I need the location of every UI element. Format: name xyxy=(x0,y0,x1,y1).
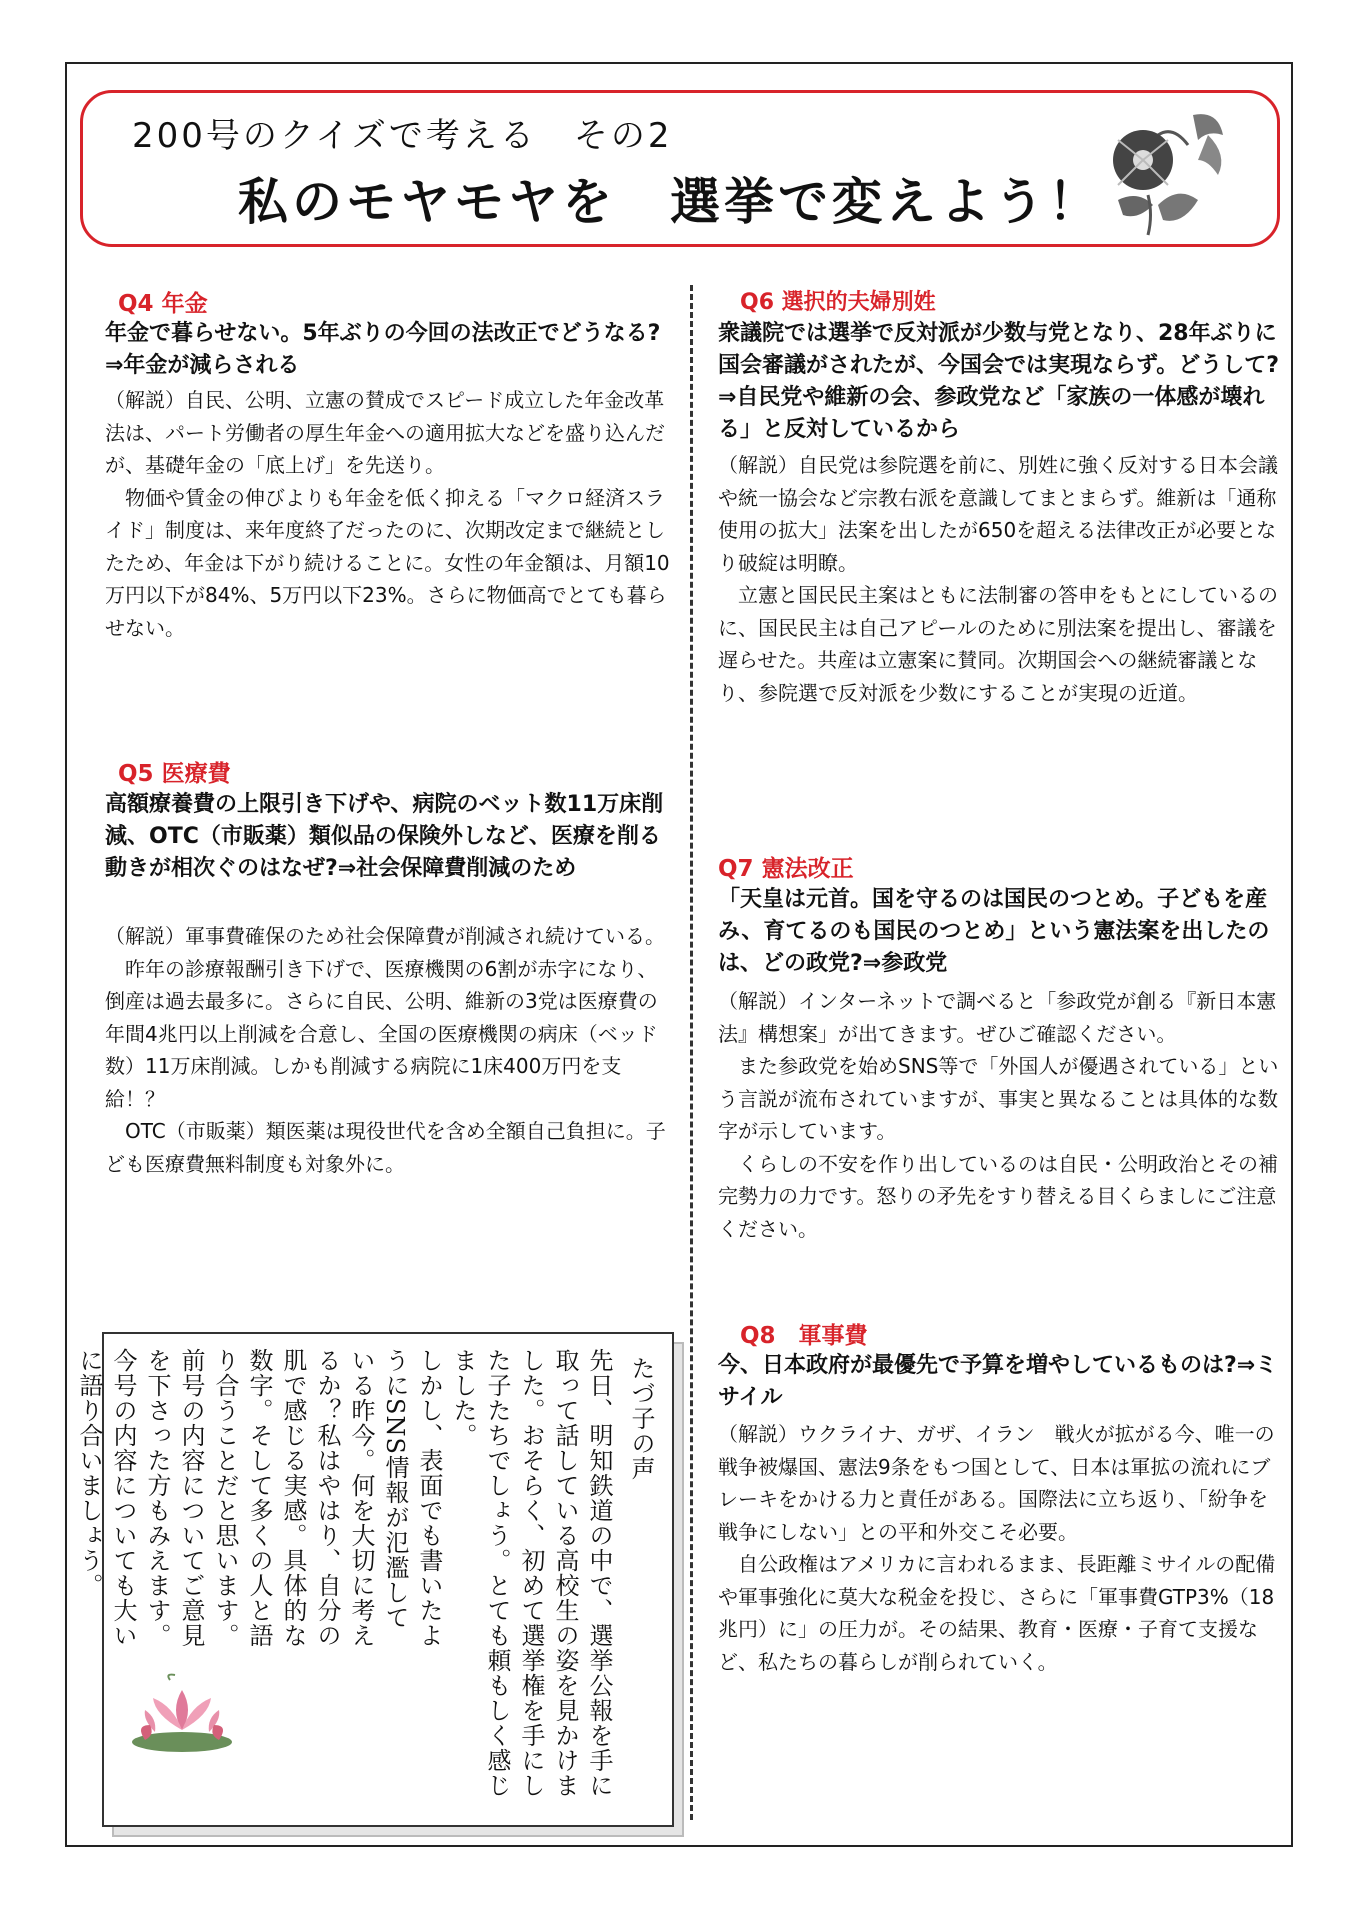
voice-body: しかし、表面でも書いたようにSNS情報が氾濫している昨今。何を大切に考えるか？私はやはり、自分の肌で感じる実感。具体的な数字。そして多くの人と語り合うことだと思います。前号の内容についてご意見を下さった方もみえます。今号の内容についても大いに語り合いましょう。 xyxy=(75,1348,443,1648)
q8-paragraph: 自公政権はアメリカに言われるまま、長距離ミサイルの配備や軍事強化に莫大な税金を投じ、さらに「軍事費GTP3%（18兆円）に」の圧力が。その結果、教育・医療・子育て支援など、私たちの暮らしが削られていく。 xyxy=(718,1552,1276,1674)
q7-heading: Q7 憲法改正 xyxy=(718,856,854,882)
q4-question: 年金で暮らせない。5年ぶりの今回の法改正でどうなる?⇒年金が減らされる xyxy=(105,321,661,378)
q7-body xyxy=(718,985,1280,1245)
lotus-icon xyxy=(125,1670,240,1755)
q7-paragraph: くらしの不安を作り出しているのは自民・公明政治とその補完勢力の力です。怒りの矛先をすり替える目くらましにご注意ください。 xyxy=(718,1151,1278,1241)
q7-paragraph: （解説）インターネットで調べると「参政党が創る『新日本憲法』構想案」が出てきます。ぜひご確認ください。 xyxy=(718,989,1277,1046)
q5-heading: Q5 医療費 xyxy=(118,761,231,787)
q8-paragraph: （解説）ウクライナ、ガザ、イラン 戦火が拡がる今、唯一の戦争被爆国、憲法9条をもつ国として、日本は軍拡の流れにブレーキをかける力と責任がある。国際法に立ち返り、「紛争を戦争にしない」との平和外交こそ必要。 xyxy=(718,1422,1275,1544)
q5-paragraph: OTC（市販薬）類医薬は現役世代を含め全額自己負担に。子ども医療費無料制度も対象外に。 xyxy=(105,1119,666,1176)
q6-question: 衆議院では選挙で反対派が少数与党となり、28年ぶりに国会審議がされたが、今国会では実現ならず。どうして?⇒自民党や維新の会、参政党など「家族の一体感が壊れる」と反対しているから xyxy=(718,321,1280,442)
q5-question: 高額療養費の上限引き下げや、病院のベット数11万床削減、OTC（市販薬）類似品の保険外しなど、医療を削る動きが相次ぐのはなぜ?⇒社会保障費削減のため xyxy=(105,792,664,881)
q5-paragraph: 昨年の診療報酬引き下げで、医療機関の6割が赤字になり、倒産は過去最多に。さらに自民、公明、維新の3党は医療費の年間4兆円以上削減を合意し、全国の医療機関の病床（ベッド数）11万床削減。しかも削減する病院に1床400万円を支給！？ xyxy=(105,956,658,1111)
q5-body xyxy=(105,920,670,1180)
q6-paragraph: （解説）自民党は参院選を前に、別姓に強く反対する日本会議や統一協会など宗教右派を意識してまとまらず。維新は「通称使用の拡大」法案を出したが650を超える法律改正が必要となり破綻は明瞭。 xyxy=(718,453,1278,575)
page-title: 私のモヤモヤを 選挙で変えよう！ xyxy=(238,173,1102,231)
q6-paragraph: 立憲と国民民主案はともに法制審の答申をもとにしているのに、国民民主は自己アピールのために別法案を提出し、審議を遅らせた。共産は立憲案に賛同。次期国会への継続審議となり、参院選で反対派を少数にすることが実現の近道。 xyxy=(718,583,1278,705)
q4-heading: Q4 年金 xyxy=(118,291,208,317)
q6-body xyxy=(718,449,1280,709)
q5-paragraph: （解説）軍事費確保のため社会保障費が削減され続けている。 xyxy=(105,924,665,948)
q4-paragraph: （解説）自民、公明、立憲の賛成でスピード成立した年金改革法は、パート労働者の厚生年金への適用拡大などを盛り込んだが、基礎年金の「底上げ」を先送り。 xyxy=(105,388,665,477)
q6-heading: Q6 選択的夫婦別姓 xyxy=(740,290,936,315)
q7-paragraph: また参政党を始めSNS等で「外国人が優遇されている」という言説が流布されていますが、事実と異なることは具体的な数字が示しています。 xyxy=(718,1054,1279,1143)
q7-question: 「天皇は元首。国を守るのは国民のつとめ。子どもを産み、育てるのも国民のつとめ」という憲法案を出したのは、どの政党?⇒参政党 xyxy=(718,887,1270,976)
q8-heading: Q8 軍事費 xyxy=(740,1323,868,1349)
column-divider xyxy=(690,285,693,1820)
voice-heading: たづ子の声 xyxy=(627,1356,655,1481)
page-subtitle: 200号のクイズで考える その2 xyxy=(132,116,673,156)
q8-question: 今、日本政府が最優先で予算を増やしているものは?⇒ミサイル xyxy=(718,1353,1278,1410)
q8-body xyxy=(718,1418,1280,1678)
q4-body xyxy=(105,384,670,644)
voice-body: 先日、明知鉄道の中で、選挙公報を手に取って話している高校生の姿を見かけました。おそらく、初めて選挙権を手にした子たちでしょう。とても頼もしく感じました。 xyxy=(449,1348,613,1798)
morning-glory-icon xyxy=(1098,105,1233,240)
q4-paragraph: 物価や賃金の伸びよりも年金を低く抑える「マクロ経済スライド」制度は、来年度終了だったのに、次期改定まで継続としたため、年金は下がり続けることに。女性の年金額は、月額10万円以下が84%、5万円以下23%。さらに物価高でとても暮らせない。 xyxy=(105,485,670,640)
